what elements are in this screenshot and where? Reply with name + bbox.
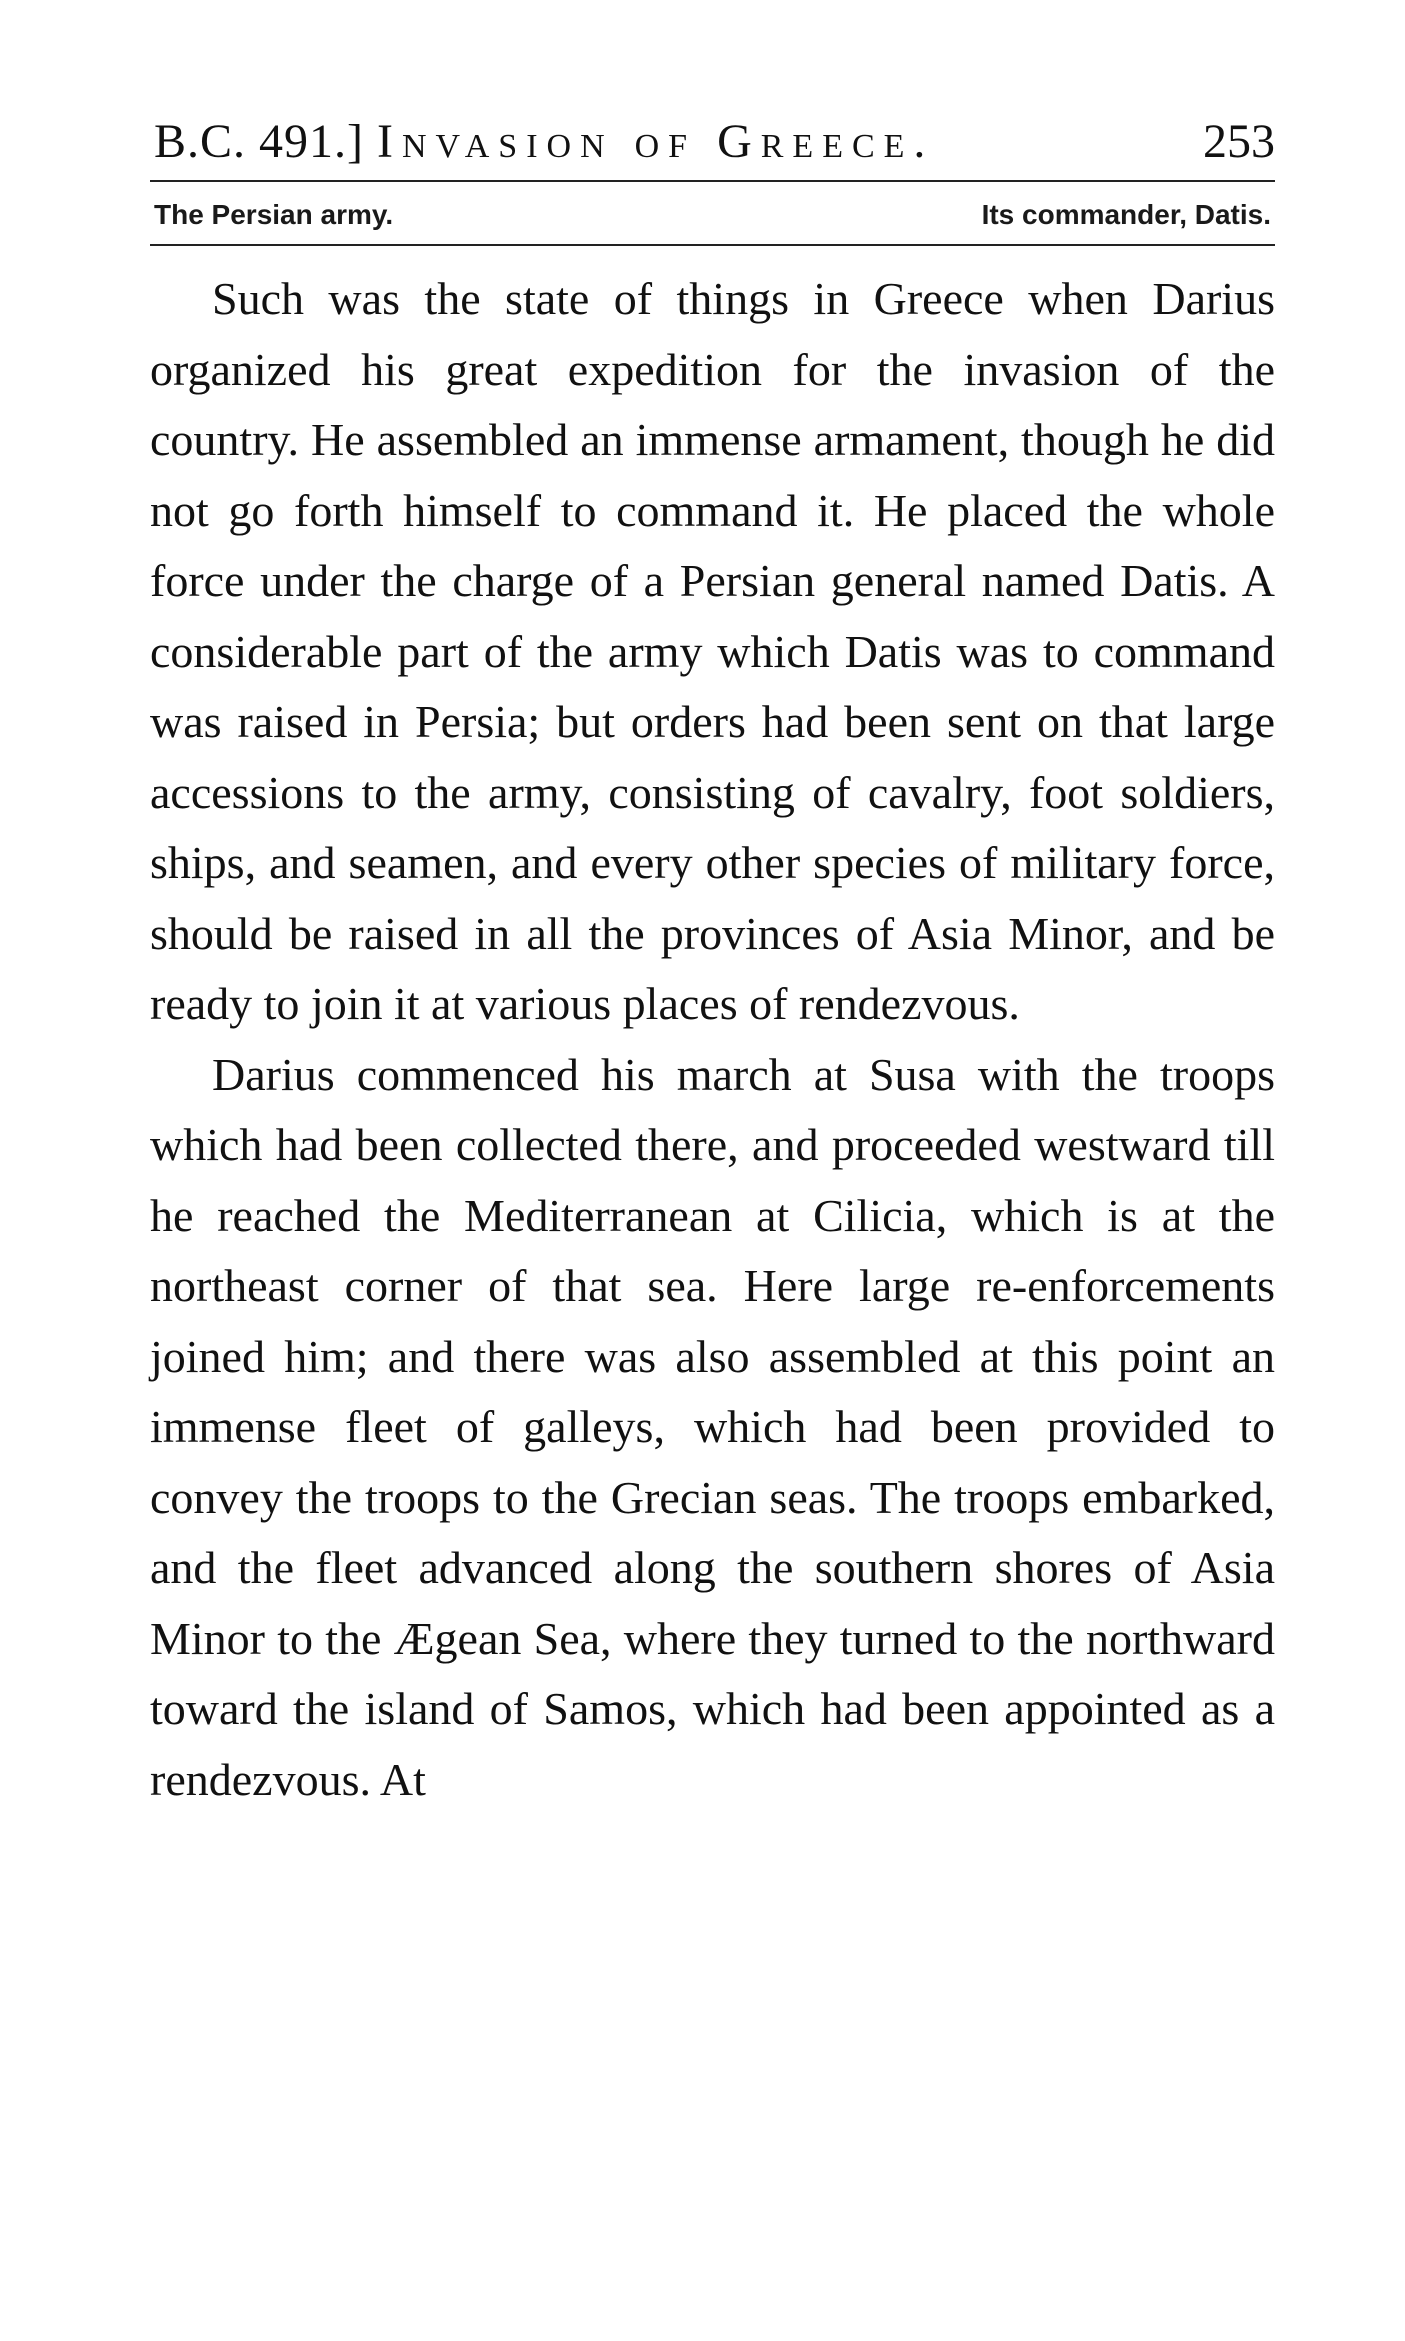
book-page	[150, 100, 1275, 1815]
marginal-subheading	[150, 182, 1275, 244]
body-text	[150, 264, 1275, 1815]
subheading-left: The Persian army.	[154, 199, 394, 230]
date-label: B.C. 491.]	[154, 115, 365, 168]
paragraph: Such was the state of things in Greece when Darius organized his great expedition for the invasion of the country. He assembled an immense armament, though he did not go forth himself to command it. He placed the whole force under the charge of a Persian general named Datis. A considerable part of the army which Datis was to command was raised in Persia; but orders had been sent on that large accessions to the army, consisting of cavalry, foot soldiers, ships, and seamen, and every other species of military force, should be raised in all the provinces of Asia Minor, and be ready to join it at various places of rendezvous.	[150, 273, 1275, 1029]
running-head-left	[154, 114, 934, 169]
running-head	[150, 100, 1275, 180]
paragraph: Darius commenced his march at Susa with the troops which had been collected there, and proceeded westward till he reached the Mediterranean at Cilicia, which is at the northeast corner of that sea. Here large re-enforcements joined him; and there was also assembled at this point an immense fleet of galleys, which had been provided to convey the troops to the Grecian seas. The troops embarked, and the fleet advanced along the southern shores of Asia Minor to the Ægean Sea, where they turned to the northward toward the island of Samos, which had been appointed as a rendezvous. At	[150, 1048, 1275, 1805]
page-number: 253	[1203, 115, 1275, 168]
subheading-right: Its commander, Datis.	[981, 199, 1271, 230]
subheading-rule	[150, 244, 1275, 246]
chapter-title: Invasion of Greece.	[377, 115, 935, 168]
